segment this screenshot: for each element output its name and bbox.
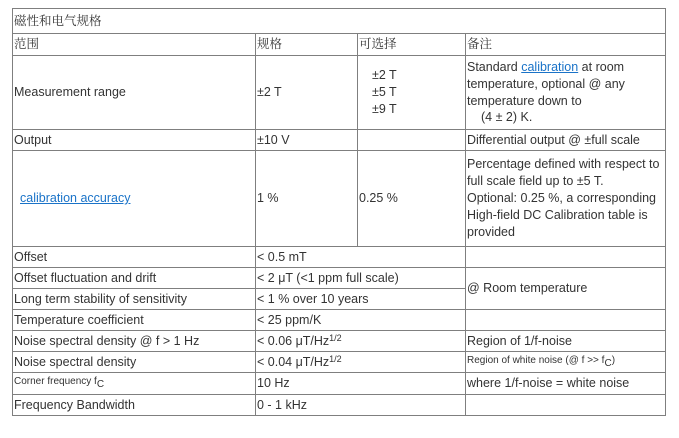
param-cell: Frequency Bandwidth xyxy=(13,395,256,416)
param-cell: Long term stability of sensitivity xyxy=(13,289,256,310)
note-cell xyxy=(466,151,666,247)
spec-cell: < 2 μT (<1 ppm full scale) xyxy=(256,268,466,289)
spec-cell: 10 Hz xyxy=(256,373,466,395)
note-text: (4 ± 2) K. xyxy=(481,110,533,125)
header-notes: 备注 xyxy=(466,34,666,56)
option-9t: ±9 T xyxy=(372,101,397,116)
table-row xyxy=(13,310,666,331)
table-row xyxy=(13,331,666,352)
note-cell: @ Room temperature xyxy=(466,268,666,310)
spec-superscript: 1/2 xyxy=(329,354,342,365)
note-text: at room temperature, optional @ any temperature down to xyxy=(467,59,625,108)
note-text: Region of white noise (@ f >> f xyxy=(467,354,605,366)
spec-cell xyxy=(256,331,466,352)
table-row xyxy=(13,130,666,151)
spec-text: < 0.06 μT/Hz xyxy=(257,334,330,349)
note-cell: Differential output @ ±full scale xyxy=(466,130,666,151)
param-cell xyxy=(13,151,256,247)
note-text: Optional: 0.25 %, a corresponding High-field DC Calibration table is provided xyxy=(467,191,657,239)
note-text: Percentage defined with respect to full scale field up to ±5 T. xyxy=(467,157,660,189)
table-title: 磁性和电气规格 xyxy=(13,9,666,34)
note-cell xyxy=(466,56,666,130)
table-row xyxy=(13,247,666,268)
note-cell: where 1/f-noise = white noise xyxy=(466,373,666,395)
option-5t: ±5 T xyxy=(372,85,397,100)
note-cell xyxy=(466,352,666,373)
table-row xyxy=(13,373,666,395)
note-text: Standard xyxy=(467,59,522,74)
note-subscript: C xyxy=(604,357,612,369)
table-title-row xyxy=(13,9,666,34)
table-row xyxy=(13,56,666,130)
param-cell: Measurement range xyxy=(13,56,256,130)
option-2t: ±2 T xyxy=(372,68,397,83)
param-cell: Noise spectral density @ f > 1 Hz xyxy=(13,331,256,352)
note-cell: Region of 1/f-noise xyxy=(466,331,666,352)
header-spec: 规格 xyxy=(256,34,358,56)
table-row xyxy=(13,151,666,247)
spec-cell: < 25 ppm/K xyxy=(256,310,466,331)
header-options: 可选择 xyxy=(358,34,466,56)
spec-superscript: 1/2 xyxy=(329,333,342,344)
note-cell xyxy=(466,395,666,416)
param-subscript: C xyxy=(96,379,105,391)
options-cell xyxy=(358,56,466,130)
spec-cell: 0 - 1 kHz xyxy=(256,395,466,416)
param-cell: Noise spectral density xyxy=(13,352,256,373)
table-row xyxy=(13,395,666,416)
spec-text: < 0.04 μT/Hz xyxy=(257,355,330,370)
spec-cell xyxy=(256,352,466,373)
options-cell xyxy=(358,130,466,151)
param-cell xyxy=(13,373,256,395)
param-cell: Temperature coefficient xyxy=(13,310,256,331)
calibration-accuracy-link[interactable]: calibration accuracy xyxy=(20,191,131,206)
table-row xyxy=(13,268,666,289)
spec-cell: < 1 % over 10 years xyxy=(256,289,466,310)
table-row xyxy=(13,352,666,373)
table-header-row xyxy=(13,34,666,56)
param-cell: Offset fluctuation and drift xyxy=(13,268,256,289)
spec-cell: < 0.5 mT xyxy=(256,247,466,268)
header-range: 范围 xyxy=(13,34,256,56)
note-cell xyxy=(466,247,666,268)
spec-table xyxy=(12,8,666,416)
calibration-link[interactable]: calibration xyxy=(521,59,579,74)
note-cell xyxy=(466,310,666,331)
spec-cell: ±2 T xyxy=(256,56,358,130)
spec-cell: ±10 V xyxy=(256,130,358,151)
options-cell: 0.25 % xyxy=(358,151,466,247)
note-text: ) xyxy=(611,354,616,366)
spec-cell: 1 % xyxy=(256,151,358,247)
param-cell: Output xyxy=(13,130,256,151)
param-cell: Offset xyxy=(13,247,256,268)
param-text: Corner frequency f xyxy=(14,376,97,388)
